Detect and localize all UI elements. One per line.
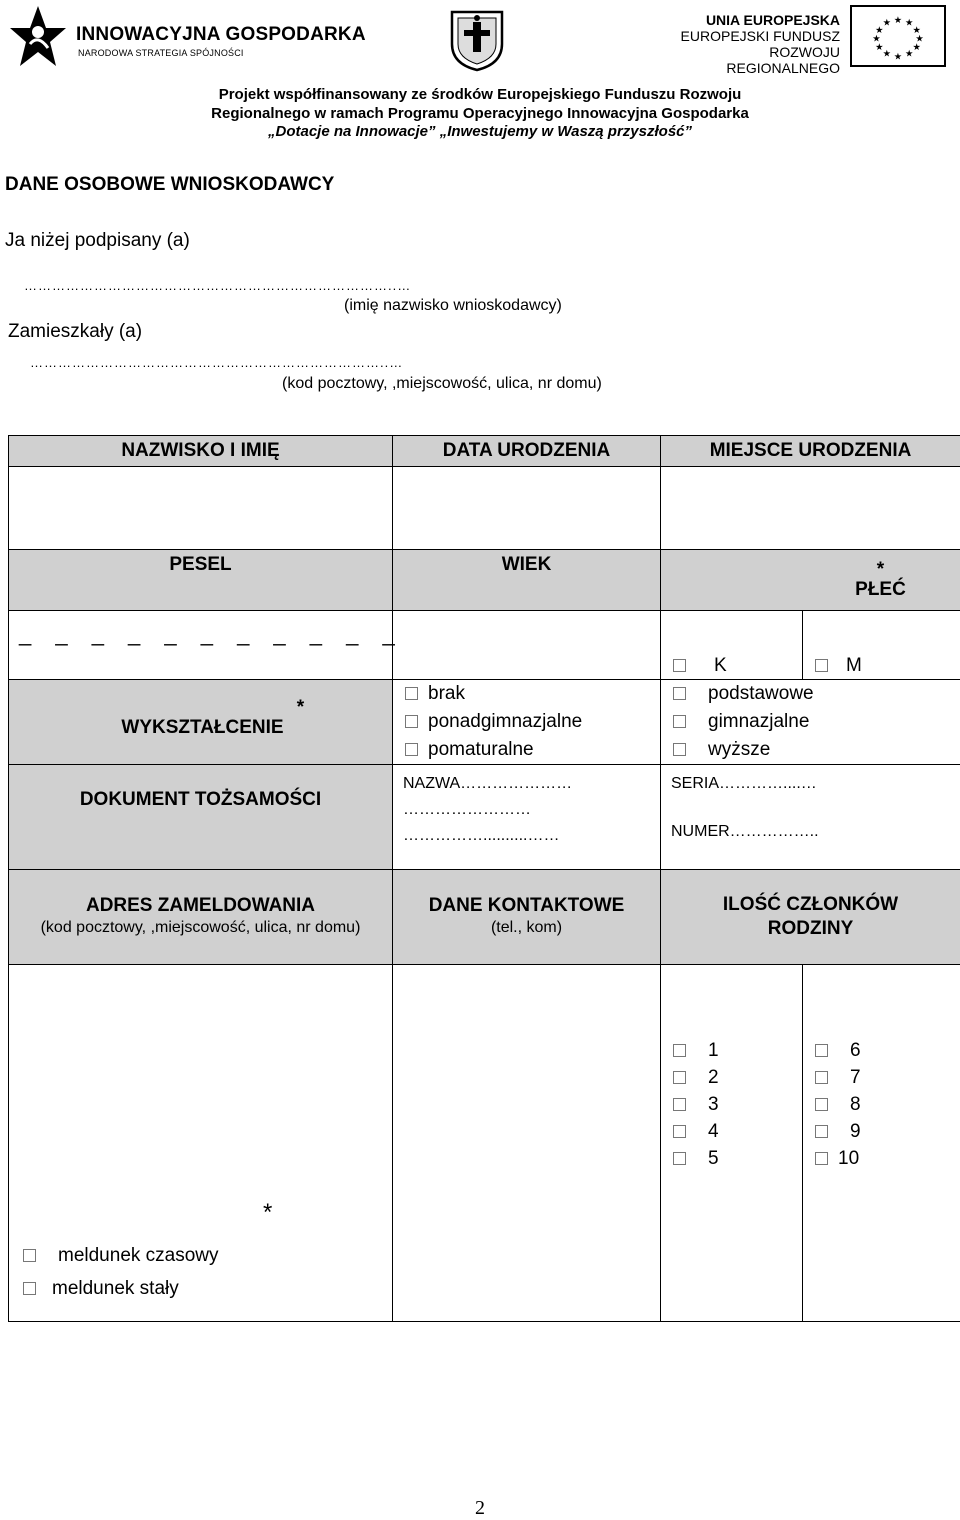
registration-cell bbox=[9, 965, 393, 1322]
id-series-label: SERIA…………....… bbox=[671, 771, 960, 797]
registration-temporary: meldunek czasowy bbox=[58, 1245, 219, 1266]
sex-option-m[interactable] bbox=[803, 611, 960, 680]
contact-subheader: (tel., kom) bbox=[393, 917, 660, 939]
sex-option-k[interactable] bbox=[661, 611, 803, 680]
id-number-label: NUMER…………….. bbox=[671, 819, 960, 845]
age-cell[interactable] bbox=[393, 611, 661, 680]
education-header: WYKSZTAŁCENIE bbox=[9, 717, 392, 739]
coat-of-arms-icon bbox=[446, 6, 508, 72]
undersigned-label: Ja niżej podpisany (a) bbox=[5, 230, 190, 252]
education-options-left bbox=[393, 680, 661, 765]
eu-label bbox=[660, 12, 840, 76]
checkbox-wyzsze[interactable] bbox=[673, 743, 686, 756]
checkbox-m[interactable] bbox=[815, 659, 828, 672]
family-option-2: 2 bbox=[708, 1067, 719, 1088]
family-option-4: 4 bbox=[708, 1121, 719, 1142]
name-header: NAZWISKO I IMIĘ bbox=[9, 436, 393, 467]
education-brak: brak bbox=[428, 683, 465, 704]
svg-text:★: ★ bbox=[875, 25, 883, 36]
family-option-5: 5 bbox=[708, 1148, 719, 1169]
contact-header-cell bbox=[393, 870, 661, 965]
eu-line-2: EUROPEJSKI FUNDUSZ bbox=[660, 28, 840, 44]
birth-date-header: DATA URODZENIA bbox=[393, 436, 661, 467]
checkbox-pomaturalne[interactable] bbox=[405, 743, 418, 756]
svg-text:★: ★ bbox=[913, 42, 921, 53]
birth-date-cell[interactable] bbox=[393, 467, 661, 550]
checkbox-family-7[interactable] bbox=[815, 1071, 828, 1084]
checkbox-family-5[interactable] bbox=[673, 1152, 686, 1165]
checkbox-meldunek-staly[interactable] bbox=[23, 1282, 36, 1295]
residence-label: Zamieszkały (a) bbox=[8, 321, 142, 343]
id-name-dots-2: …………………… bbox=[403, 797, 660, 823]
personal-data-table bbox=[8, 435, 960, 1322]
education-ponadgimnazjalne: ponadgimnazjalne bbox=[428, 711, 582, 732]
svg-text:★: ★ bbox=[905, 49, 913, 60]
project-line-2: Regionalnego w ramach Programu Operacyjnego Innowacyjna Gospodarka bbox=[0, 105, 960, 122]
svg-text:★: ★ bbox=[883, 18, 891, 29]
id-doc-header: DOKUMENT TOŻSAMOŚCI bbox=[9, 765, 393, 870]
sex-m-label: M bbox=[846, 655, 862, 676]
address-dots-line: …………………………………………………………………..… bbox=[30, 355, 403, 370]
checkbox-gimnazjalne[interactable] bbox=[673, 715, 686, 728]
checkbox-family-9[interactable] bbox=[815, 1125, 828, 1138]
page-number: 2 bbox=[0, 1497, 960, 1520]
address-header-cell bbox=[9, 870, 393, 965]
address-header: ADRES ZAMELDOWANIA bbox=[9, 895, 392, 917]
birth-place-header: MIEJSCE URODZENIA bbox=[661, 436, 960, 467]
sex-k-label: K bbox=[714, 655, 727, 676]
project-line-3: „Dotacje na Innowacje” „Inwestujemy w Waszą przyszłość” bbox=[0, 123, 960, 140]
checkbox-family-6[interactable] bbox=[815, 1044, 828, 1057]
checkbox-family-4[interactable] bbox=[673, 1125, 686, 1138]
checkbox-podstawowe[interactable] bbox=[673, 687, 686, 700]
eu-line-1: UNIA EUROPEJSKA bbox=[660, 12, 840, 28]
education-options-right bbox=[661, 680, 960, 765]
id-name-cell[interactable] bbox=[393, 765, 661, 870]
project-line-1: Projekt współfinansowany ze środków Europejskiego Funduszu Rozwoju bbox=[0, 86, 960, 103]
education-asterisk: * bbox=[9, 699, 392, 717]
svg-text:★: ★ bbox=[883, 49, 891, 60]
id-name-dots-3: ……………..........…… bbox=[403, 823, 660, 849]
address-caption: (kod pocztowy, ,miejscowość, ulica, nr domu) bbox=[282, 375, 602, 393]
innowacyjna-gospodarka-logo bbox=[8, 4, 328, 70]
family-option-3: 3 bbox=[708, 1094, 719, 1115]
name-cell[interactable] bbox=[9, 467, 393, 550]
eu-line-3: ROZWOJU REGIONALNEGO bbox=[660, 44, 840, 76]
svg-text:★: ★ bbox=[915, 34, 923, 45]
sex-asterisk: * bbox=[801, 560, 960, 580]
name-caption: (imię nazwisko wnioskodawcy) bbox=[344, 297, 562, 315]
registration-asterisk: * bbox=[263, 1199, 272, 1227]
checkbox-family-3[interactable] bbox=[673, 1098, 686, 1111]
name-dots-line: ……………………………………………………………………..… bbox=[24, 278, 411, 293]
family-option-7: 7 bbox=[850, 1067, 861, 1088]
education-header-cell bbox=[9, 680, 393, 765]
family-option-6: 6 bbox=[850, 1040, 861, 1061]
education-gimnazjalne: gimnazjalne bbox=[708, 711, 809, 732]
checkbox-family-8[interactable] bbox=[815, 1098, 828, 1111]
checkbox-k[interactable] bbox=[673, 659, 686, 672]
family-options-left bbox=[661, 965, 803, 1322]
star-figure-icon bbox=[8, 4, 68, 70]
family-option-1: 1 bbox=[708, 1040, 719, 1061]
family-header: ILOŚĆ CZŁONKÓW RODZINY bbox=[661, 870, 960, 965]
checkbox-family-10[interactable] bbox=[815, 1152, 828, 1165]
svg-text:★: ★ bbox=[905, 18, 913, 29]
pesel-cell[interactable] bbox=[9, 611, 393, 680]
checkbox-ponadgimnazjalne[interactable] bbox=[405, 715, 418, 728]
svg-text:★: ★ bbox=[894, 51, 902, 62]
family-option-10: 10 bbox=[838, 1148, 859, 1169]
checkbox-family-2[interactable] bbox=[673, 1071, 686, 1084]
education-podstawowe: podstawowe bbox=[708, 683, 814, 704]
section-title: DANE OSOBOWE WNIOSKODAWCY bbox=[5, 174, 334, 196]
contact-header: DANE KONTAKTOWE bbox=[393, 895, 660, 917]
svg-text:★: ★ bbox=[872, 34, 880, 45]
family-options-right bbox=[803, 965, 960, 1322]
sex-header: PŁEĆ bbox=[801, 580, 960, 600]
contact-cell[interactable] bbox=[393, 965, 661, 1322]
logo-subtitle: NARODOWA STRATEGIA SPÓJNOŚCI bbox=[78, 48, 244, 58]
age-header: WIEK bbox=[393, 550, 661, 611]
pesel-header: PESEL bbox=[9, 550, 393, 611]
sex-header-cell bbox=[661, 550, 960, 611]
checkbox-family-1[interactable] bbox=[673, 1044, 686, 1057]
education-pomaturalne: pomaturalne bbox=[428, 739, 534, 760]
checkbox-meldunek-czasowy[interactable] bbox=[23, 1249, 36, 1262]
id-series-cell[interactable] bbox=[661, 765, 960, 870]
birth-place-cell[interactable] bbox=[661, 467, 960, 550]
address-subheader: (kod pocztowy, ,miejscowość, ulica, nr domu) bbox=[9, 917, 392, 939]
family-option-8: 8 bbox=[850, 1094, 861, 1115]
svg-text:★: ★ bbox=[913, 25, 921, 36]
eu-flag-icon bbox=[850, 5, 946, 67]
logo-title: INNOWACYJNA GOSPODARKA bbox=[76, 24, 366, 46]
registration-permanent: meldunek stały bbox=[52, 1278, 179, 1299]
family-option-9: 9 bbox=[850, 1121, 861, 1142]
pesel-dashes: _ _ _ _ _ _ _ _ _ _ _ bbox=[19, 621, 404, 646]
checkbox-brak[interactable] bbox=[405, 687, 418, 700]
svg-text:★: ★ bbox=[875, 42, 883, 53]
id-name-label: NAZWA………………… bbox=[403, 771, 660, 797]
svg-text:★: ★ bbox=[894, 15, 902, 26]
education-wyzsze: wyższe bbox=[708, 739, 770, 760]
